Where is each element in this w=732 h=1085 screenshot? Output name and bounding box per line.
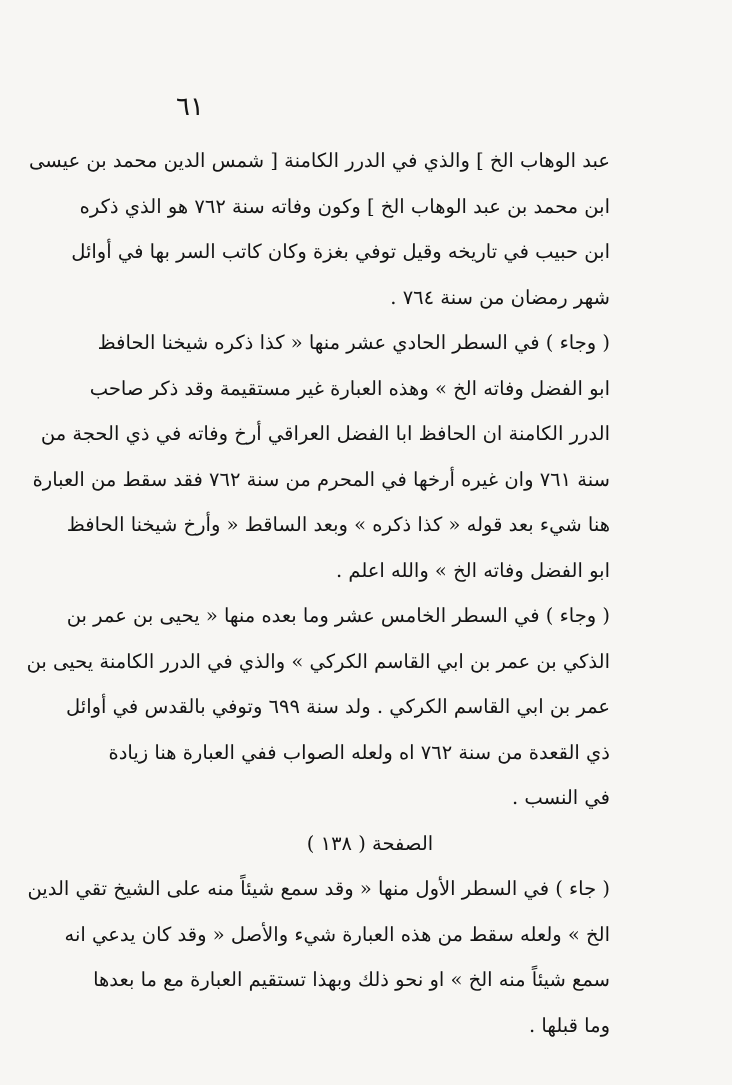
- page-number: ٦١: [176, 92, 204, 122]
- paragraph-3: [26, 593, 610, 821]
- text-line: عبد الوهاب الخ ] والذي في الدرر الكامنة [ شمس الدين محمد بن عيسى: [29, 149, 610, 172]
- text-line: ابن محمد بن عبد الوهاب الخ ] وكون وفاته سنة ٧٦٢ هو الذي ذكره: [79, 194, 610, 218]
- text-line: سنة ٧٦١ وان غيره أرخها في المحرم من سنة ٧٦٢ فقد سقط من العبارة: [32, 467, 610, 491]
- text-line: ذي القعدة من سنة ٧٦٢ اه ولعله الصواب ففي العبارة هنا زيادة: [108, 740, 610, 764]
- text-line: الذكي بن عمر بن ابي القاسم الكركي » والذي في الدرر الكامنة يحيى بن: [26, 649, 610, 673]
- text-line: ابو الفضل وفاته الخ » وهذه العبارة غير مستقيمة وقد ذكر صاحب: [89, 376, 610, 400]
- text-line: ابو الفضل وفاته الخ » والله اعلم .: [335, 558, 610, 582]
- text-line: في النسب .: [512, 786, 610, 809]
- body-text: [26, 138, 610, 1048]
- text-line: ( جاء ) في السطر الأول منها « وقد سمع شيئاً منه على الشيخ تقي الدين: [27, 877, 610, 900]
- text-line: هنا شيء بعد قوله « كذا ذكره » وبعد الساقط « وأرخ شيخنا الحافظ: [66, 513, 610, 536]
- text-line: شهر رمضان من سنة ٧٦٤ .: [390, 285, 610, 309]
- paragraph-2: [32, 320, 610, 593]
- text-line: ( وجاء ) في السطر الحادي عشر منها « كذا ذكره شيخنا الحافظ: [97, 331, 610, 354]
- text-line: وما قبلها .: [529, 1013, 610, 1037]
- paragraph-1: [29, 138, 610, 320]
- text-line: عمر بن ابي القاسم الكركي . ولد سنة ٦٩٩ وتوفي بالقدس في أوائل: [66, 695, 610, 718]
- text-line: الدرر الكامنة ان الحافظ ابا الفضل العراقي أرخ وفاته في ذي الحجة من: [40, 422, 610, 445]
- text-line: ( وجاء ) في السطر الخامس عشر وما بعده منها « يحيى بن عمر بن: [66, 604, 610, 627]
- text-line: ابن حبيب في تاريخه وقيل توفي بغزة وكان كاتب السر بها في أوائل: [71, 240, 610, 263]
- text-line: الخ » ولعله سقط من هذه العبارة شيء والأصل « وقد كان يدعي انه: [64, 922, 610, 946]
- text-line: سمع شيئاً منه الخ » او نحو ذلك وبهذا تستقيم العبارة مع ما بعدها: [93, 968, 610, 991]
- paragraph-4: [27, 866, 610, 1048]
- section-heading: الصفحة ( ١٣٨ ): [306, 831, 434, 855]
